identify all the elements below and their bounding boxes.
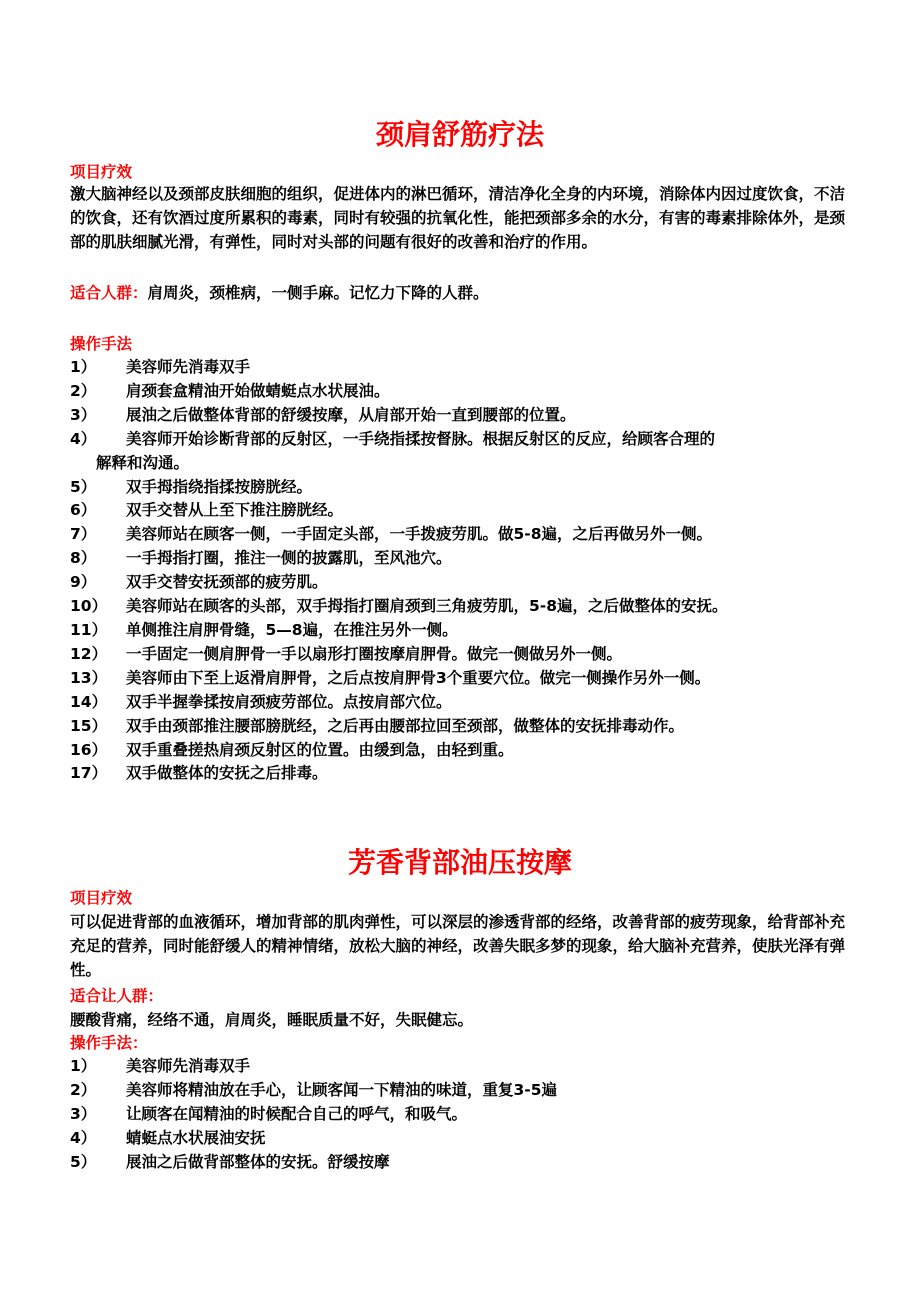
step-text: 双手半握拳揉按肩颈疲劳部位。点按肩部穴位。 [126,692,452,711]
section1-effect-text: 激大脑神经以及颈部皮肤细胞的组织，促进体内的淋巴循环，清洁净化全身的内环境，消除体内因过度饮食，不洁的饮食，还有饮酒过度所累积的毒素，同时有较强的抗氧化性，能把颈部多余的水分，有害的毒素排除体外，是颈部的肌肤细腻光滑，有弹性，同时对头部的问题有很好的改善和治疗的作用。 [70,185,846,251]
section1-suitable-label: 适合人群： [70,284,148,302]
step-item [70,595,845,619]
section2-suitable-text: 腰酸背痛，经络不通，肩周炎，睡眠质量不好，失眠健忘。 [70,1011,474,1029]
step-number: 13） [70,668,108,687]
step-number: 3） [70,405,97,424]
step-text: 展油之后做背部整体的安抚。舒缓按摩 [126,1152,390,1171]
step-item [70,762,845,786]
step-text-continuation: 解释和沟通。 [96,453,190,472]
step-text: 美容师先消毒双手 [126,358,251,376]
step-item [70,476,845,500]
section1-effect-heading: 项目疗效 [70,163,133,181]
step-text: 展油之后做整体背部的舒缓按摩，从肩部开始一直到腰部的位置。 [126,405,576,424]
step-item [70,380,845,404]
step-number: 14） [70,692,108,711]
step-number: 11） [70,620,108,639]
step-item [70,643,845,667]
step-text: 单侧推注肩胛骨缝，5—8遍，在推注另外一侧。 [126,620,458,639]
step-number: 5） [70,1152,97,1171]
section1-method-heading: 操作手法 [70,335,133,353]
step-item [70,404,845,428]
step-item [70,1055,845,1079]
section2-steps-list [70,1055,845,1175]
step-item [70,691,845,715]
step-number: 5） [70,477,97,496]
step-item [70,739,845,763]
section2-title: 芳香背部油压按摩 [347,846,572,879]
step-text: 美容师先消毒双手 [126,1057,251,1075]
section1-title: 颈肩舒筋疗法 [375,118,544,151]
section1-steps-list [70,356,845,786]
section1-suitable [70,282,489,304]
section1-suitable-text: 肩周炎，颈椎病，一侧手麻。记忆力下降的人群。 [147,284,489,302]
step-number: 3） [70,1104,97,1123]
step-number: 1） [70,358,97,376]
step-item [70,667,845,691]
step-item [70,1103,845,1127]
step-number: 2） [70,1080,97,1099]
step-number: 17） [70,764,108,783]
step-text: 双手交替安抚颈部的疲劳肌。 [126,573,328,592]
step-item [70,1127,845,1151]
step-text: 双手交替从上至下推注膀胱经。 [126,501,344,520]
step-item [70,715,845,739]
step-item [70,356,845,380]
step-number: 1） [70,1057,97,1075]
step-text: 美容师由下至上返滑肩胛骨，之后点按肩胛骨3个重要穴位。做完一侧操作另外一侧。 [126,668,711,687]
step-number: 4） [70,1128,97,1147]
step-item [70,547,845,571]
step-text: 美容师开始诊断背部的反射区，一手绕指揉按督脉。根据反射区的反应，给顾客合理的 [126,429,716,448]
step-number: 15） [70,716,108,735]
step-item [70,571,845,595]
step-text: 双手由颈部推注腰部膀胱经，之后再由腰部拉回至颈部，做整体的安抚排毒动作。 [126,716,685,735]
step-number: 12） [70,644,108,663]
step-number: 8） [70,549,97,568]
step-number: 16） [70,740,108,759]
step-item [70,619,845,643]
step-item [70,428,845,476]
section2-effect-heading: 项目疗效 [70,889,133,907]
step-text: 双手拇指绕指揉按膀胱经。 [126,477,313,496]
step-text: 美容师将精油放在手心，让顾客闻一下精油的味道，重复3-5遍 [126,1080,558,1099]
section2-method-heading: 操作手法： [70,1034,148,1052]
step-item [70,1151,845,1175]
step-text: 美容师站在顾客一侧，一手固定头部，一手拨疲劳肌。做5-8遍，之后再做另外一侧。 [126,525,713,544]
section2-suitable-label: 适合让人群： [70,987,164,1005]
step-number: 6） [70,501,97,520]
step-number: 10） [70,597,108,616]
step-text: 一手固定一侧肩胛骨一手以扇形打圈按摩肩胛骨。做完一侧做另外一侧。 [126,644,623,663]
step-text: 双手做整体的安抚之后排毒。 [126,764,328,783]
step-item [70,1079,845,1103]
step-item [70,523,845,547]
step-text: 一手拇指打圈，推注一侧的披露肌，至风池穴。 [126,549,452,568]
step-text: 肩颈套盒精油开始做蜻蜓点水状展油。 [126,381,390,400]
step-text: 双手重叠搓热肩颈反射区的位置。由缓到急，由轻到重。 [126,740,514,759]
step-text: 美容师站在顾客的头部，双手拇指打圈肩颈到三角疲劳肌，5-8遍，之后做整体的安抚。 [126,597,728,616]
step-text: 让顾客在闻精油的时候配合自己的呼气，和吸气。 [126,1104,468,1123]
step-number: 9） [70,573,97,592]
section2-effect-text: 可以促进背部的血液循环，增加背部的肌肉弹性，可以深层的渗透背部的经络，改善背部的疲劳现象，给背部补充充足的营养，同时能舒缓人的精神情绪，放松大脑的神经，改善失眠多梦的现象，给大脑补充营养，使肤光泽有弹性。 [70,913,846,979]
step-number: 2） [70,381,97,400]
step-item [70,499,845,523]
step-number: 4） [70,429,97,448]
step-text: 蜻蜓点水状展油安抚 [126,1128,266,1147]
step-number: 7） [70,525,97,544]
